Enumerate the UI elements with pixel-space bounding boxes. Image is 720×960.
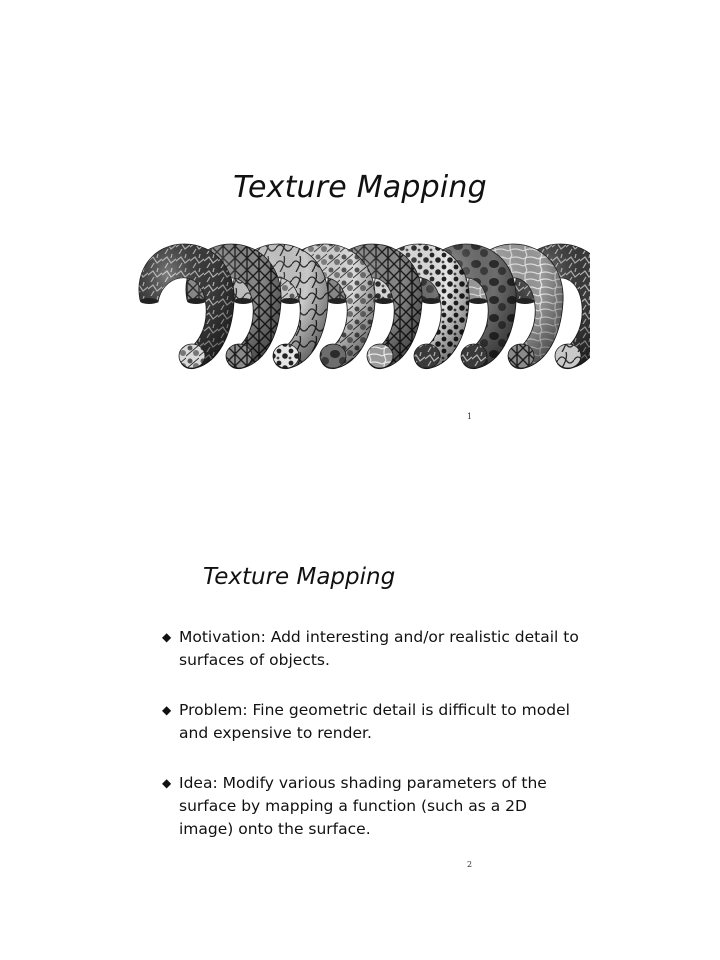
textured-horn-figure xyxy=(130,236,590,376)
bullet-item-problem xyxy=(162,699,582,745)
slide-2 xyxy=(0,480,720,960)
slide-1-title: Texture Mapping xyxy=(233,170,487,205)
slide-2-title: Texture Mapping xyxy=(203,564,396,590)
bullet-text: Problem: Fine geometric detail is difficult to model and expensive to render. xyxy=(179,701,570,742)
page-number: 2 xyxy=(467,860,473,869)
bullet-item-motivation xyxy=(162,626,582,672)
textured-horn xyxy=(139,244,234,369)
bullet-list xyxy=(162,626,582,868)
page-number: 1 xyxy=(467,412,473,421)
diamond-bullet-icon: ◆ xyxy=(162,630,172,644)
bullet-item-idea xyxy=(162,772,582,841)
diamond-bullet-icon: ◆ xyxy=(162,703,172,717)
diamond-bullet-icon: ◆ xyxy=(162,776,172,790)
bullet-text: Idea: Modify various shading parameters of the surface by mapping a function (such as a 2D image) onto the surface. xyxy=(179,774,547,838)
bullet-text: Motivation: Add interesting and/or realistic detail to surfaces of objects. xyxy=(179,628,579,669)
